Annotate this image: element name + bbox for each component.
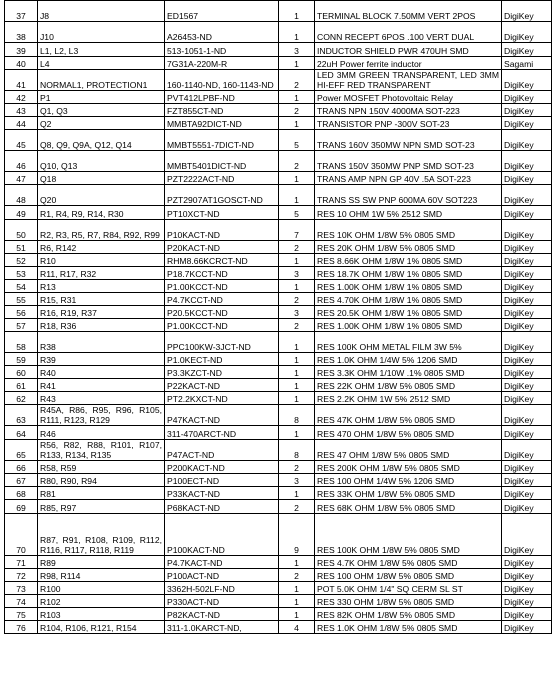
- table-row: [5, 608, 552, 621]
- table-row: [5, 556, 552, 569]
- reference-designators-cell: Q18: [38, 172, 165, 185]
- item-number-cell: 76: [5, 621, 38, 634]
- quantity-cell: 1: [279, 353, 315, 366]
- quantity-cell: 8: [279, 405, 315, 426]
- description-cell: POT 5.0K OHM 1/4" SQ CERM SL ST: [315, 582, 502, 595]
- part-number-cell: P22KACT-ND: [165, 379, 279, 392]
- reference-designators-cell: J10: [38, 22, 165, 43]
- vendor-cell: DigiKey: [502, 172, 552, 185]
- item-number-cell: 37: [5, 1, 38, 22]
- quantity-cell: 5: [279, 130, 315, 151]
- reference-designators-cell: R13: [38, 280, 165, 293]
- quantity-cell: 1: [279, 595, 315, 608]
- quantity-cell: 1: [279, 22, 315, 43]
- vendor-cell: DigiKey: [502, 254, 552, 267]
- table-row: [5, 514, 552, 556]
- item-number-cell: 48: [5, 185, 38, 206]
- item-number-cell: 75: [5, 608, 38, 621]
- table-row: [5, 440, 552, 461]
- part-number-cell: RHM8.66KCRCT-ND: [165, 254, 279, 267]
- part-number-cell: P33KACT-ND: [165, 487, 279, 500]
- description-cell: RES 1.0K OHM 1/4W 5% 1206 SMD: [315, 353, 502, 366]
- vendor-cell: DigiKey: [502, 392, 552, 405]
- reference-designators-cell: R15, R31: [38, 293, 165, 306]
- reference-designators-cell: R85, R97: [38, 500, 165, 514]
- description-cell: RES 100 OHM 1/8W 5% 0805 SMD: [315, 569, 502, 582]
- reference-designators-cell: R41: [38, 379, 165, 392]
- item-number-cell: 72: [5, 569, 38, 582]
- item-number-cell: 46: [5, 151, 38, 172]
- item-number-cell: 41: [5, 70, 38, 91]
- table-row: [5, 306, 552, 319]
- table-row: [5, 70, 552, 91]
- table-row: [5, 487, 552, 500]
- item-number-cell: 43: [5, 104, 38, 117]
- vendor-cell: DigiKey: [502, 474, 552, 487]
- item-number-cell: 69: [5, 500, 38, 514]
- table-row: [5, 582, 552, 595]
- table-row: [5, 353, 552, 366]
- reference-designators-cell: R1, R4, R9, R14, R30: [38, 206, 165, 220]
- vendor-cell: DigiKey: [502, 514, 552, 556]
- part-number-cell: MMBT5551-7DICT-ND: [165, 130, 279, 151]
- part-number-cell: 160-1140-ND, 160-1143-ND: [165, 70, 279, 91]
- reference-designators-cell: R39: [38, 353, 165, 366]
- part-number-cell: P4.7KCCT-ND: [165, 293, 279, 306]
- reference-designators-cell: R45A, R86, R95, R96, R105, R111, R123, R129: [38, 405, 165, 426]
- table-row: [5, 172, 552, 185]
- table-row: [5, 267, 552, 280]
- table-row: [5, 461, 552, 474]
- part-number-cell: P10KACT-ND: [165, 220, 279, 241]
- vendor-cell: DigiKey: [502, 332, 552, 353]
- vendor-cell: DigiKey: [502, 293, 552, 306]
- description-cell: TRANS 150V 350MW PNP SMD SOT-23: [315, 151, 502, 172]
- description-cell: RES 20K OHM 1/8W 5% 0805 SMD: [315, 241, 502, 254]
- reference-designators-cell: R56, R82, R88, R101, R107, R133, R134, R135: [38, 440, 165, 461]
- description-cell: RES 10K OHM 1/8W 5% 0805 SMD: [315, 220, 502, 241]
- vendor-cell: DigiKey: [502, 426, 552, 440]
- part-number-cell: MMBTA92DICT-ND: [165, 117, 279, 130]
- table-row: [5, 280, 552, 293]
- item-number-cell: 56: [5, 306, 38, 319]
- vendor-cell: DigiKey: [502, 500, 552, 514]
- item-number-cell: 68: [5, 487, 38, 500]
- table-row: [5, 185, 552, 206]
- reference-designators-cell: R38: [38, 332, 165, 353]
- item-number-cell: 59: [5, 353, 38, 366]
- reference-designators-cell: R81: [38, 487, 165, 500]
- description-cell: CONN RECEPT 6POS .100 VERT DUAL: [315, 22, 502, 43]
- description-cell: RES 22K OHM 1/8W 5% 0805 SMD: [315, 379, 502, 392]
- item-number-cell: 60: [5, 366, 38, 379]
- item-number-cell: 65: [5, 440, 38, 461]
- quantity-cell: 1: [279, 254, 315, 267]
- reference-designators-cell: R40: [38, 366, 165, 379]
- item-number-cell: 42: [5, 91, 38, 104]
- table-row: [5, 379, 552, 392]
- table-row: [5, 392, 552, 405]
- item-number-cell: 54: [5, 280, 38, 293]
- item-number-cell: 67: [5, 474, 38, 487]
- quantity-cell: 7: [279, 220, 315, 241]
- vendor-cell: DigiKey: [502, 70, 552, 91]
- reference-designators-cell: R46: [38, 426, 165, 440]
- description-cell: RES 4.7K OHM 1/8W 5% 0805 SMD: [315, 556, 502, 569]
- quantity-cell: 1: [279, 366, 315, 379]
- description-cell: RES 18.7K OHM 1/8W 1% 0805 SMD: [315, 267, 502, 280]
- quantity-cell: 2: [279, 70, 315, 91]
- description-cell: RES 1.00K OHM 1/8W 1% 0805 SMD: [315, 280, 502, 293]
- item-number-cell: 64: [5, 426, 38, 440]
- vendor-cell: DigiKey: [502, 595, 552, 608]
- table-row: [5, 104, 552, 117]
- part-number-cell: P20KACT-ND: [165, 241, 279, 254]
- item-number-cell: 74: [5, 595, 38, 608]
- table-row: [5, 405, 552, 426]
- reference-designators-cell: Q2: [38, 117, 165, 130]
- reference-designators-cell: R89: [38, 556, 165, 569]
- vendor-cell: DigiKey: [502, 556, 552, 569]
- part-number-cell: P100ACT-ND: [165, 569, 279, 582]
- table-row: [5, 474, 552, 487]
- reference-designators-cell: R10: [38, 254, 165, 267]
- description-cell: TRANSISTOR PNP -300V SOT-23: [315, 117, 502, 130]
- description-cell: RES 10 OHM 1W 5% 2512 SMD: [315, 206, 502, 220]
- vendor-cell: DigiKey: [502, 621, 552, 634]
- quantity-cell: 1: [279, 185, 315, 206]
- quantity-cell: 3: [279, 43, 315, 57]
- vendor-cell: DigiKey: [502, 104, 552, 117]
- description-cell: RES 20.5K OHM 1/8W 1% 0805 SMD: [315, 306, 502, 319]
- table-row: [5, 1, 552, 22]
- vendor-cell: DigiKey: [502, 461, 552, 474]
- description-cell: RES 2.2K OHM 1W 5% 2512 SMD: [315, 392, 502, 405]
- reference-designators-cell: L1, L2, L3: [38, 43, 165, 57]
- table-row: [5, 332, 552, 353]
- quantity-cell: 1: [279, 332, 315, 353]
- item-number-cell: 58: [5, 332, 38, 353]
- item-number-cell: 63: [5, 405, 38, 426]
- description-cell: RES 330 OHM 1/8W 5% 0805 SMD: [315, 595, 502, 608]
- table-row: [5, 57, 552, 70]
- quantity-cell: 2: [279, 241, 315, 254]
- table-row: [5, 500, 552, 514]
- table-row: [5, 206, 552, 220]
- item-number-cell: 40: [5, 57, 38, 70]
- table-row: [5, 130, 552, 151]
- vendor-cell: DigiKey: [502, 185, 552, 206]
- vendor-cell: DigiKey: [502, 91, 552, 104]
- item-number-cell: 49: [5, 206, 38, 220]
- description-cell: RES 33K OHM 1/8W 5% 0805 SMD: [315, 487, 502, 500]
- quantity-cell: 3: [279, 267, 315, 280]
- table-row: [5, 366, 552, 379]
- table-row: [5, 22, 552, 43]
- table-row: [5, 621, 552, 634]
- quantity-cell: 1: [279, 280, 315, 293]
- part-number-cell: P68KACT-ND: [165, 500, 279, 514]
- description-cell: TRANS AMP NPN GP 40V .5A SOT-223: [315, 172, 502, 185]
- vendor-cell: DigiKey: [502, 151, 552, 172]
- reference-designators-cell: L4: [38, 57, 165, 70]
- reference-designators-cell: Q10, Q13: [38, 151, 165, 172]
- part-number-cell: PZT2907AT1GOSCT-ND: [165, 185, 279, 206]
- part-number-cell: A26453-ND: [165, 22, 279, 43]
- vendor-cell: DigiKey: [502, 608, 552, 621]
- part-number-cell: P100KACT-ND: [165, 514, 279, 556]
- description-cell: Power MOSFET Photovoltaic Relay: [315, 91, 502, 104]
- description-cell: RES 1.00K OHM 1/8W 1% 0805 SMD: [315, 319, 502, 332]
- part-number-cell: ED1567: [165, 1, 279, 22]
- item-number-cell: 51: [5, 241, 38, 254]
- table-row: [5, 151, 552, 172]
- part-number-cell: P47KACT-ND: [165, 405, 279, 426]
- table-row: [5, 241, 552, 254]
- quantity-cell: 1: [279, 117, 315, 130]
- part-number-cell: PT2.2KXCT-ND: [165, 392, 279, 405]
- reference-designators-cell: R102: [38, 595, 165, 608]
- reference-designators-cell: R103: [38, 608, 165, 621]
- quantity-cell: 1: [279, 608, 315, 621]
- reference-designators-cell: R2, R3, R5, R7, R84, R92, R99: [38, 220, 165, 241]
- table-row: [5, 426, 552, 440]
- vendor-cell: DigiKey: [502, 487, 552, 500]
- vendor-cell: DigiKey: [502, 569, 552, 582]
- part-number-cell: P82KACT-ND: [165, 608, 279, 621]
- reference-designators-cell: R6, R142: [38, 241, 165, 254]
- vendor-cell: DigiKey: [502, 440, 552, 461]
- description-cell: TRANS 160V 350MW NPN SMD SOT-23: [315, 130, 502, 151]
- bom-table: [4, 0, 552, 634]
- part-number-cell: P4.7KACT-ND: [165, 556, 279, 569]
- vendor-cell: DigiKey: [502, 353, 552, 366]
- quantity-cell: 4: [279, 621, 315, 634]
- part-number-cell: PPC100KW-3JCT-ND: [165, 332, 279, 353]
- vendor-cell: DigiKey: [502, 306, 552, 319]
- item-number-cell: 45: [5, 130, 38, 151]
- reference-designators-cell: R58, R59: [38, 461, 165, 474]
- description-cell: INDUCTOR SHIELD PWR 470UH SMD: [315, 43, 502, 57]
- reference-designators-cell: R100: [38, 582, 165, 595]
- part-number-cell: P100ECT-ND: [165, 474, 279, 487]
- quantity-cell: 1: [279, 582, 315, 595]
- quantity-cell: 1: [279, 487, 315, 500]
- reference-designators-cell: P1: [38, 91, 165, 104]
- quantity-cell: 2: [279, 104, 315, 117]
- table-row: [5, 43, 552, 57]
- description-cell: RES 82K OHM 1/8W 5% 0805 SMD: [315, 608, 502, 621]
- part-number-cell: P20.5KCCT-ND: [165, 306, 279, 319]
- reference-designators-cell: R16, R19, R37: [38, 306, 165, 319]
- description-cell: RES 3.3K OHM 1/10W .1% 0805 SMD: [315, 366, 502, 379]
- item-number-cell: 71: [5, 556, 38, 569]
- description-cell: TRANS SS SW PNP 600MA 60V SOT223: [315, 185, 502, 206]
- vendor-cell: DigiKey: [502, 319, 552, 332]
- item-number-cell: 57: [5, 319, 38, 332]
- quantity-cell: 2: [279, 151, 315, 172]
- quantity-cell: 1: [279, 1, 315, 22]
- reference-designators-cell: Q20: [38, 185, 165, 206]
- part-number-cell: 311-470ARCT-ND: [165, 426, 279, 440]
- reference-designators-cell: R43: [38, 392, 165, 405]
- quantity-cell: 1: [279, 392, 315, 405]
- description-cell: RES 200K OHM 1/8W 5% 0805 SMD: [315, 461, 502, 474]
- description-cell: RES 47K OHM 1/8W 5% 0805 SMD: [315, 405, 502, 426]
- description-cell: RES 100K OHM 1/8W 5% 0805 SMD: [315, 514, 502, 556]
- reference-designators-cell: R104, R106, R121, R154: [38, 621, 165, 634]
- description-cell: RES 470 OHM 1/8W 5% 0805 SMD: [315, 426, 502, 440]
- quantity-cell: 1: [279, 556, 315, 569]
- item-number-cell: 53: [5, 267, 38, 280]
- reference-designators-cell: Q8, Q9, Q9A, Q12, Q14: [38, 130, 165, 151]
- description-cell: RES 100 OHM 1/4W 5% 1206 SMD: [315, 474, 502, 487]
- bom-table-body: [5, 1, 552, 634]
- quantity-cell: 2: [279, 461, 315, 474]
- part-number-cell: P330ACT-ND: [165, 595, 279, 608]
- table-row: [5, 569, 552, 582]
- vendor-cell: DigiKey: [502, 206, 552, 220]
- item-number-cell: 52: [5, 254, 38, 267]
- item-number-cell: 50: [5, 220, 38, 241]
- description-cell: LED 3MM GREEN TRANSPARENT, LED 3MM HI-EFF RED TRANSPARENT: [315, 70, 502, 91]
- quantity-cell: 2: [279, 293, 315, 306]
- item-number-cell: 44: [5, 117, 38, 130]
- table-row: [5, 254, 552, 267]
- part-number-cell: P1.0KECT-ND: [165, 353, 279, 366]
- quantity-cell: 2: [279, 500, 315, 514]
- vendor-cell: DigiKey: [502, 43, 552, 57]
- quantity-cell: 3: [279, 306, 315, 319]
- description-cell: RES 1.0K OHM 1/8W 5% 0805 SMD: [315, 621, 502, 634]
- table-row: [5, 293, 552, 306]
- part-number-cell: 7G31A-220M-R: [165, 57, 279, 70]
- vendor-cell: DigiKey: [502, 220, 552, 241]
- description-cell: RES 4.70K OHM 1/8W 1% 0805 SMD: [315, 293, 502, 306]
- vendor-cell: DigiKey: [502, 582, 552, 595]
- part-number-cell: P47ACT-ND: [165, 440, 279, 461]
- item-number-cell: 70: [5, 514, 38, 556]
- part-number-cell: P200KACT-ND: [165, 461, 279, 474]
- description-cell: TERMINAL BLOCK 7.50MM VERT 2POS: [315, 1, 502, 22]
- vendor-cell: DigiKey: [502, 366, 552, 379]
- part-number-cell: 311-1.0KARCT-ND,: [165, 621, 279, 634]
- part-number-cell: PZT2222ACT-ND: [165, 172, 279, 185]
- part-number-cell: 513-1051-1-ND: [165, 43, 279, 57]
- quantity-cell: 2: [279, 319, 315, 332]
- quantity-cell: 9: [279, 514, 315, 556]
- item-number-cell: 39: [5, 43, 38, 57]
- part-number-cell: P3.3KZCT-ND: [165, 366, 279, 379]
- part-number-cell: PVT412LPBF-ND: [165, 91, 279, 104]
- vendor-cell: DigiKey: [502, 130, 552, 151]
- reference-designators-cell: Q1, Q3: [38, 104, 165, 117]
- reference-designators-cell: R80, R90, R94: [38, 474, 165, 487]
- part-number-cell: P18.7KCCT-ND: [165, 267, 279, 280]
- part-number-cell: P1.00KCCT-ND: [165, 280, 279, 293]
- table-row: [5, 595, 552, 608]
- reference-designators-cell: R87, R91, R108, R109, R112, R116, R117, R118, R119: [38, 514, 165, 556]
- table-row: [5, 220, 552, 241]
- table-row: [5, 117, 552, 130]
- vendor-cell: DigiKey: [502, 405, 552, 426]
- reference-designators-cell: NORMAL1, PROTECTION1: [38, 70, 165, 91]
- item-number-cell: 47: [5, 172, 38, 185]
- item-number-cell: 55: [5, 293, 38, 306]
- quantity-cell: 8: [279, 440, 315, 461]
- vendor-cell: DigiKey: [502, 280, 552, 293]
- vendor-cell: DigiKey: [502, 22, 552, 43]
- vendor-cell: DigiKey: [502, 241, 552, 254]
- item-number-cell: 61: [5, 379, 38, 392]
- quantity-cell: 1: [279, 426, 315, 440]
- part-number-cell: MMBT5401DICT-ND: [165, 151, 279, 172]
- vendor-cell: DigiKey: [502, 267, 552, 280]
- description-cell: RES 68K OHM 1/8W 5% 0805 SMD: [315, 500, 502, 514]
- vendor-cell: DigiKey: [502, 117, 552, 130]
- part-number-cell: P1.00KCCT-ND: [165, 319, 279, 332]
- part-number-cell: FZT855CT-ND: [165, 104, 279, 117]
- item-number-cell: 66: [5, 461, 38, 474]
- item-number-cell: 38: [5, 22, 38, 43]
- quantity-cell: 1: [279, 57, 315, 70]
- table-row: [5, 91, 552, 104]
- quantity-cell: 3: [279, 474, 315, 487]
- part-number-cell: PT10XCT-ND: [165, 206, 279, 220]
- quantity-cell: 1: [279, 172, 315, 185]
- vendor-cell: DigiKey: [502, 379, 552, 392]
- description-cell: RES 100K OHM METAL FILM 3W 5%: [315, 332, 502, 353]
- reference-designators-cell: R98, R114: [38, 569, 165, 582]
- reference-designators-cell: J8: [38, 1, 165, 22]
- item-number-cell: 62: [5, 392, 38, 405]
- part-number-cell: 3362H-502LF-ND: [165, 582, 279, 595]
- description-cell: RES 8.66K OHM 1/8W 1% 0805 SMD: [315, 254, 502, 267]
- quantity-cell: 1: [279, 91, 315, 104]
- reference-designators-cell: R18, R36: [38, 319, 165, 332]
- quantity-cell: 2: [279, 569, 315, 582]
- vendor-cell: DigiKey: [502, 1, 552, 22]
- reference-designators-cell: R11, R17, R32: [38, 267, 165, 280]
- quantity-cell: 5: [279, 206, 315, 220]
- quantity-cell: 1: [279, 379, 315, 392]
- item-number-cell: 73: [5, 582, 38, 595]
- table-row: [5, 319, 552, 332]
- description-cell: TRANS NPN 150V 4000MA SOT-223: [315, 104, 502, 117]
- description-cell: RES 47 OHM 1/8W 5% 0805 SMD: [315, 440, 502, 461]
- description-cell: 22uH Power ferrite inductor: [315, 57, 502, 70]
- vendor-cell: Sagami: [502, 57, 552, 70]
